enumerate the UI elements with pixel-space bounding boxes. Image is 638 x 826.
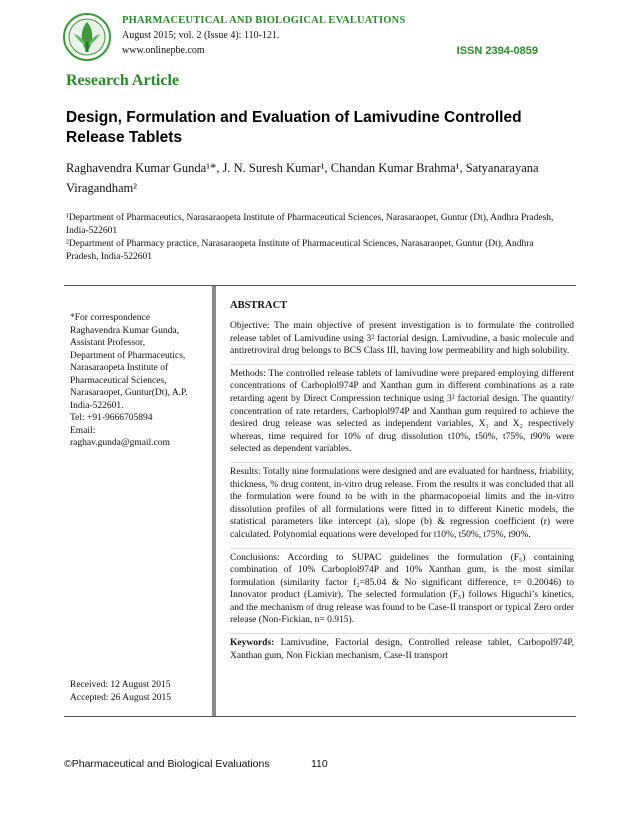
- correspondence-block: [70, 312, 210, 450]
- abstract-methods: Methods: The controlled release tablets of lamivudine were prepared employing different concentrations of Carboplol974P and Xanthan gum in different combinations as a rate retarding agent by Direct Compression technique using 3² factorial design. The quantity/ concentration of rate retarders, Carboplol974P and Xanthan gum required to achieve the desired drug release was selected as independent variables, X₁ and X₂ respectively whereas, time required for 10% of drug dissolution t10%, t50%, t75%, t90% were selected as dependent variables.: [230, 368, 574, 455]
- corr-line: Department of Pharmaceutics,: [70, 350, 186, 361]
- keywords-label: Keywords:: [230, 638, 275, 649]
- affiliation-2: ²Department of Pharmacy practice, Narasaraopeta Institute of Pharmaceutical Sciences, Narasaraopet, Guntur (Dt), Andhra Pradesh, India-522601: [66, 239, 534, 262]
- journal-name: PHARMACEUTICAL AND BIOLOGICAL EVALUATIONS: [122, 15, 406, 26]
- page-number: 110: [311, 758, 328, 770]
- corr-email[interactable]: raghav.gunda@gmail.com: [70, 438, 170, 448]
- abstract-results: Results: Totally nine formulations were designed and are evaluated for hardness, friability, thickness, % drug content, in-vitro drug release. From the results it was concluded that all the formulation were found to be with in the pharmacopoeial limits and the in-vitro dissolution profiles of all formulations were fitted in to different Kinetic models, the statistical parameters like intercept (a), slope (b) & regression coefficient (r) were calculated. Polynomial equations were developed for t10%, t50%, t75%, t90%.: [230, 466, 574, 540]
- abstract-heading: ABSTRACT: [230, 300, 288, 311]
- footer-copyright: ©Pharmaceutical and Biological Evaluations: [64, 758, 270, 770]
- issn: ISSN 2394-0859: [456, 45, 538, 57]
- keywords-text: Lamivudine, Factorial design, Controlled release tablet, Carbopol974P, Xanthan gum, Non Fickian mechanism, Case-II transport: [230, 638, 574, 661]
- corr-line: Assistant Professor,: [70, 338, 146, 348]
- correspondence-column: [64, 286, 216, 716]
- authors: Raghavendra Kumar Gunda¹*, J. N. Suresh Kumar¹, Chandan Kumar Brahma¹, Satyanarayana Viragandham²: [66, 161, 539, 195]
- abstract-body: [230, 320, 574, 668]
- corr-line: Pharmaceutical Sciences,: [70, 375, 167, 386]
- abstract-conclusions: Conclusions: According to SUPAC guidelines the formulation (F₅) containing combination of 10% Carboplol974P and 10% Xanthan gum, is the most similar formulation (similarity factor f₂=85.04 & No significant difference, t= 0.20046) to Innovator product (Lamivir). The selected formulation (F₅) follows Higuchi’s kinetics, and the mechanism of drug release was found to be Case-II transport or typical Zero order release (Non-Fickian, n= 0.915).: [230, 552, 574, 626]
- accepted-date: Accepted: 26 August 2015: [70, 693, 172, 703]
- corr-line: *For correspondence: [70, 313, 150, 323]
- abstract-box: [64, 285, 576, 717]
- abstract-objective: Objective: The main objective of present investigation is to formulate the controlled release tablet of Lamivudine using 3² factorial design. Lamivudine, a basic molecule and antiretroviral drug belongs to BCS Class III, having low permeability and high solubility.: [230, 321, 574, 357]
- corr-line: Tel: +91-9666705894: [70, 413, 153, 423]
- journal-url[interactable]: www.onlinepbe.com: [122, 45, 205, 56]
- affiliation-1: ¹Department of Pharmaceutics, Narasaraopeta Institute of Pharmaceutical Sciences, Narasaraopet, Guntur (Dt), Andhra Pradesh, India-522601: [66, 213, 554, 236]
- dates-block: [70, 679, 210, 705]
- affiliations: [66, 212, 566, 264]
- article-type: Research Article: [66, 72, 179, 89]
- paper-title: Design, Formulation and Evaluation of Lamivudine Controlled Release Tablets: [66, 109, 522, 146]
- corr-line: India-522601.: [70, 400, 124, 411]
- corr-line: Narasaraopet, Guntur(Dt), A.P.: [70, 388, 188, 398]
- journal-logo-icon: [62, 12, 112, 62]
- journal-issue: August 2015; vol. 2 (Issue 4): 110-121.: [122, 30, 280, 41]
- corr-line: Narasaraopeta Institute of: [70, 363, 169, 373]
- corr-line: Raghavendra Kumar Gunda,: [70, 325, 179, 336]
- corr-line: Email:: [70, 425, 96, 436]
- keywords: [230, 637, 574, 662]
- received-date: Received: 12 August 2015: [70, 680, 171, 690]
- abstract-column: [228, 286, 574, 716]
